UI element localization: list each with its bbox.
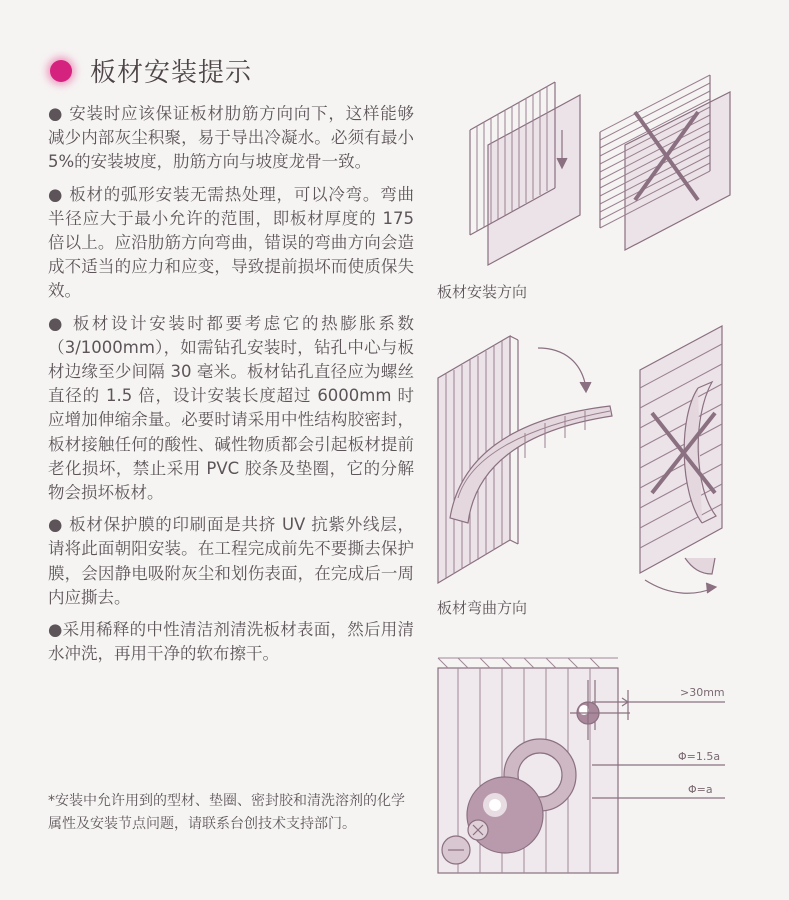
bullet-dot-icon <box>50 60 72 82</box>
paragraph-drainage: ● 安装时应该保证板材肋筋方向向下，这样能够减少内部灰尘积聚，易于导出冷凝水。必须有最小 5%的安装坡度，肋筋方向与坡度龙骨一致。 <box>48 104 414 172</box>
drilling-detail-illustration <box>430 650 750 875</box>
dim-hole-text: Φ=1.5a <box>678 750 721 763</box>
footnote: *安装中允许用到的型材、垫圈、密封胶和清洗溶剂的化学属性及安装节点问题，请联系台创技术支持部门。 <box>48 793 405 832</box>
paragraph-cleaning: ●采用稀释的中性清洁剂清洗板材表面，然后用清水冲洗，再用干净的软布擦干。 <box>48 620 414 664</box>
paragraph-expansion: ● 板材设计安装时都要考虑它的热膨胀系数（3/1000mm），如需钻孔安装时，钻孔中心与板材边缘至少间隔 30 毫米。板材钻孔直径应为螺丝直径的 1.5 倍，设计安装长度超过 6000mm 时应增加伸缩余量。必要时请采用中性结构胶密封，板材接触任何的酸性、碱性物质都会引起板材提前老化损坏，禁止采用 PVC 胶条及垫圈，它的分解物会损坏板材。 <box>48 313 414 503</box>
bending-direction-label: 板材弯曲方向 <box>437 599 528 617</box>
page-title: 板材安装提示 <box>90 58 253 88</box>
paragraph-bending: ● 板材的弧形安装无需热处理，可以冷弯。弯曲半径应大于最小允许的范围，即板材厚度的 175 倍以上。应沿肋筋方向弯曲，错误的弯曲方向会造成不适当的应力和应变，导致提前损坏而使质保失效。 <box>48 184 414 301</box>
section-header <box>50 52 252 89</box>
dim-min-edge-text: >30mm <box>680 686 725 699</box>
install-direction-label: 板材安装方向 <box>437 283 528 301</box>
instructions-body <box>48 102 414 674</box>
dim-screw-text: Φ=a <box>688 783 713 796</box>
bending-direction-illustration <box>430 318 750 598</box>
paragraph-protective-film: ● 板材保护膜的印刷面是共挤 UV 抗紫外线层，请将此面朝阳安装。在工程完成前先不要撕去保护膜，会因静电吸附灰尘和划伤表面，在完成后一周内应撕去。 <box>48 515 414 607</box>
install-direction-illustration <box>430 70 750 275</box>
